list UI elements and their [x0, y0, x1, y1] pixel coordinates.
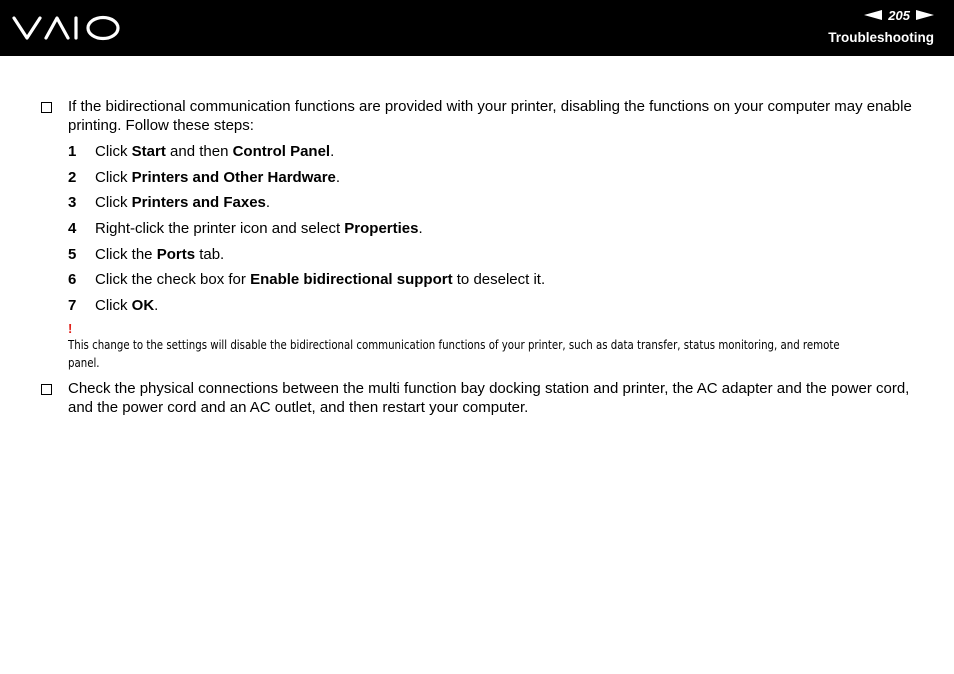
step-number: 2: [68, 168, 77, 186]
note-block: [68, 322, 920, 372]
list-item: [68, 168, 920, 187]
step-bold-text: Enable bidirectional support: [250, 271, 453, 289]
list-item: [68, 296, 920, 315]
page-number: 205: [888, 7, 910, 23]
note-line: panel.: [68, 355, 100, 370]
page-content: [40, 97, 920, 417]
section-title: Troubleshooting: [828, 30, 934, 45]
step-text: .: [154, 297, 159, 315]
step-number: 1: [68, 143, 77, 160]
step-number: 4: [68, 220, 77, 238]
next-page-arrow-icon[interactable]: [916, 10, 934, 20]
vaio-logo: [12, 14, 122, 47]
step-text: Click the check box for: [95, 271, 251, 289]
step-bold-text: OK: [131, 297, 155, 315]
step-bold-text: Properties: [344, 220, 419, 238]
step-number: 7: [68, 297, 77, 315]
step-bold-text: Printers and Other Hardware: [131, 168, 336, 186]
step-text: Click the: [95, 245, 157, 263]
step-bold-text: Start: [131, 143, 166, 160]
steps-list: [68, 142, 920, 315]
step-text: .: [418, 220, 423, 238]
note-line: This change to the settings will disable the bidirectional communication functions of your printer, such as data transfer, status monitoring, and remote: [68, 337, 840, 352]
step-bold-text: Printers and Faxes: [131, 194, 266, 212]
list-item: [68, 270, 920, 289]
exclamation-icon: !: [68, 320, 73, 336]
step-text: .: [265, 194, 271, 212]
bullet-item: [40, 97, 920, 135]
bullet-item: [40, 379, 920, 417]
step-text: Right-click the printer icon and select: [95, 220, 345, 238]
step-text: .: [330, 143, 335, 160]
step-text: tab.: [195, 245, 225, 263]
note-text: [68, 336, 918, 372]
list-item: [68, 193, 920, 212]
step-number: 6: [68, 271, 77, 289]
step-number: 3: [68, 194, 77, 212]
list-item: [68, 245, 920, 264]
page-navigator: [864, 7, 934, 23]
step-text: to deselect it.: [452, 271, 546, 289]
step-text: Click: [95, 143, 132, 160]
step-number: 5: [68, 245, 77, 263]
list-item: [68, 142, 920, 161]
step-text: Click: [95, 297, 132, 315]
step-text: Click: [95, 168, 132, 186]
step-text: .: [335, 168, 341, 186]
checkbox-bullet-icon: [41, 384, 52, 395]
step-text: and then: [165, 143, 233, 160]
bullet-text: Check the physical connections between the multi function bay docking station and printer, the AC adapter and the power cord, and the power cord and an AC outlet, and then restart your computer.: [68, 379, 910, 416]
step-bold-text: Control Panel: [232, 143, 331, 160]
list-item: [68, 219, 920, 238]
step-text: Click: [95, 194, 132, 212]
step-bold-text: Ports: [156, 245, 196, 263]
previous-page-arrow-icon[interactable]: [864, 10, 882, 20]
page-header: [0, 0, 954, 56]
checkbox-bullet-icon: [41, 102, 52, 113]
bullet-text: If the bidirectional communication functions are provided with your printer, disabling the functions on your computer may enable printing. Follow these steps:: [68, 98, 912, 134]
